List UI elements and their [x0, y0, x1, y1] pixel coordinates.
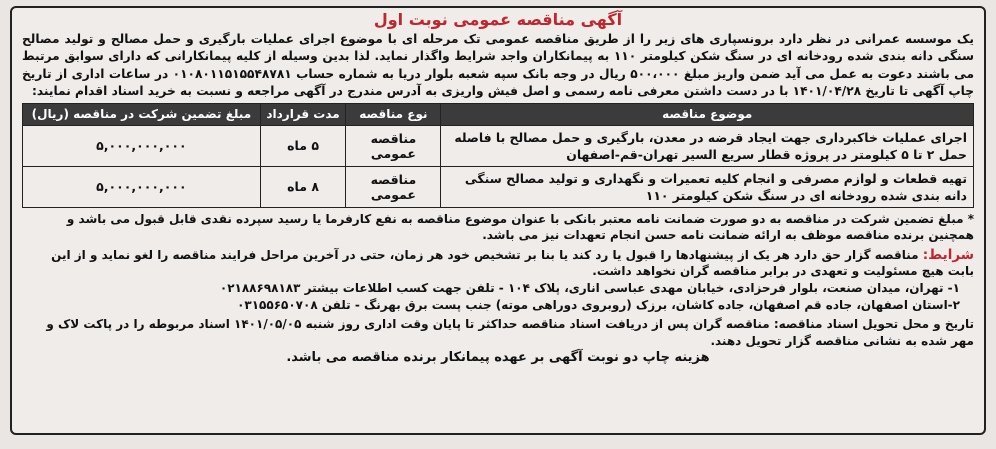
guarantee-note: * مبلغ تضمین شرکت در مناقصه به دو صورت ضمانت نامه معتبر بانکی با عنوان موضوع مناقصه به نفع کارفرما یا رسید سپرده نقدی قابل قبول می باشد و همچنین برنده مناقصه موظف به ارائه ضمانت نامه حسن انجام تعهدات نیز می باشد.: [66, 211, 974, 243]
header-guarantee: مبلغ تضمین شرکت در مناقصه (ریال): [23, 103, 261, 125]
header-type: نوع مناقصه: [346, 103, 441, 125]
table-header-row: [23, 103, 974, 125]
notice-title: آگهی مناقصه عمومی نوبت اول: [373, 10, 623, 29]
row-guarantee: ۵,۰۰۰,۰۰۰,۰۰۰: [23, 125, 261, 166]
row-type: مناقصه عمومی: [346, 166, 441, 207]
table-row: [23, 125, 974, 166]
row-duration: ۸ ماه: [260, 166, 346, 207]
row-subject: اجرای عملیات خاکبرداری جهت ایجاد قرضه در معدن، بارگیری و حمل مصالح با فاصله حمل ۲ تا ۵ کیلومتر در پروژه قطار سریع السیر تهران-قم-اصفهان: [441, 125, 974, 166]
footer-note: هزینه چاپ دو نوبت آگهی بر عهده پیمانکار برنده مناقصه می باشد.: [286, 350, 710, 366]
row-guarantee: ۵,۰۰۰,۰۰۰,۰۰۰: [23, 166, 261, 207]
conditions: [22, 247, 974, 280]
header-duration: مدت قرارداد: [260, 103, 346, 125]
address-2: ۲-استان اصفهان، جاده قم اصفهان، جاده کاشان، برزک (روبروی دوراهی موته) جنب پست برق بهرنگ - تلفن ۰۳۱۵۵۶۵۰۷۰۸: [237, 297, 960, 312]
tender-table: [22, 103, 974, 208]
row-duration: ۵ ماه: [260, 125, 346, 166]
delivery-info: تاریخ و محل تحویل اسناد مناقصه: مناقصه گران پس از دریافت اسناد مناقصه حداکثر تا پایان وقت اداری روز شنبه ۱۴۰۱/۰۵/۰۵ اسناد مربوطه را در پاکت لاک و مهر شده به نشانی مناقصه گزار تحویل دهند.: [46, 317, 974, 348]
header-subject: موضوع مناقصه: [441, 103, 974, 125]
tender-notice: [10, 6, 986, 435]
conditions-text: مناقصه گزار حق دارد هر یک از پیشنهادها را قبول یا رد کند یا بنا بر تشخیص خود هر زمان، حتی در آخرین مراحل فرایند مناقصه را لغو نماید و از این بابت هیچ مسئولیت و تعهدی در برابر مناقصه گران نخواهد داشت.: [51, 247, 974, 279]
table-row: [23, 166, 974, 207]
row-type: مناقصه عمومی: [346, 125, 441, 166]
intro-paragraph: یک موسسه عمرانی در نظر دارد برونسپاری های زیر را از طریق مناقصه عمومی تک مرحله ای با موضوع اجرای عملیات بارگیری و حمل مصالح و تولید مصالح سنگی دانه بندی شده رودخانه ای در سنگ شکن کیلومتر ۱۱۰ به پیمانکاران واجد شرایط واگذار نماید. لذا بدین وسیله از کلیه پیمانکارانی که دارای سوابق مرتبط می باشند دعوت به عمل می آید ضمن واریز مبلغ ۵۰۰،۰۰۰ ریال در وجه بانک سپه شعبه بلوار دریا به شماره حساب ۰۱۰۸۰۱۱۵۱۵۵۴۸۷۸۱ در ساعات اداری از تاریخ چاپ آگهی تا تاریخ ۱۴۰۱/۰۴/۲۸ با در دست داشتن معرفی نامه رسمی و اصل فیش واریزی به آدرس مندرج در آگهی مراجعه و نسبت به خرید اسناد اقدام نمایند:: [22, 32, 974, 99]
row-subject: تهیه قطعات و لوازم مصرفی و انجام کلیه تعمیرات و نگهداری و تولید مصالح سنگی دانه بندی شده رودخانه ای در سنگ شکن کیلومتر ۱۱۰: [441, 166, 974, 207]
address-1: ۱- تهران، میدان صنعت، بلوار فرحزادی، خیابان مهدی عباسی اناری، پلاک ۱۰۴ - تلفن جهت کسب اطلاعات بیشتر ۰۲۱۸۸۶۹۸۱۸۳: [219, 281, 960, 295]
conditions-label: شرایط:: [922, 246, 974, 263]
